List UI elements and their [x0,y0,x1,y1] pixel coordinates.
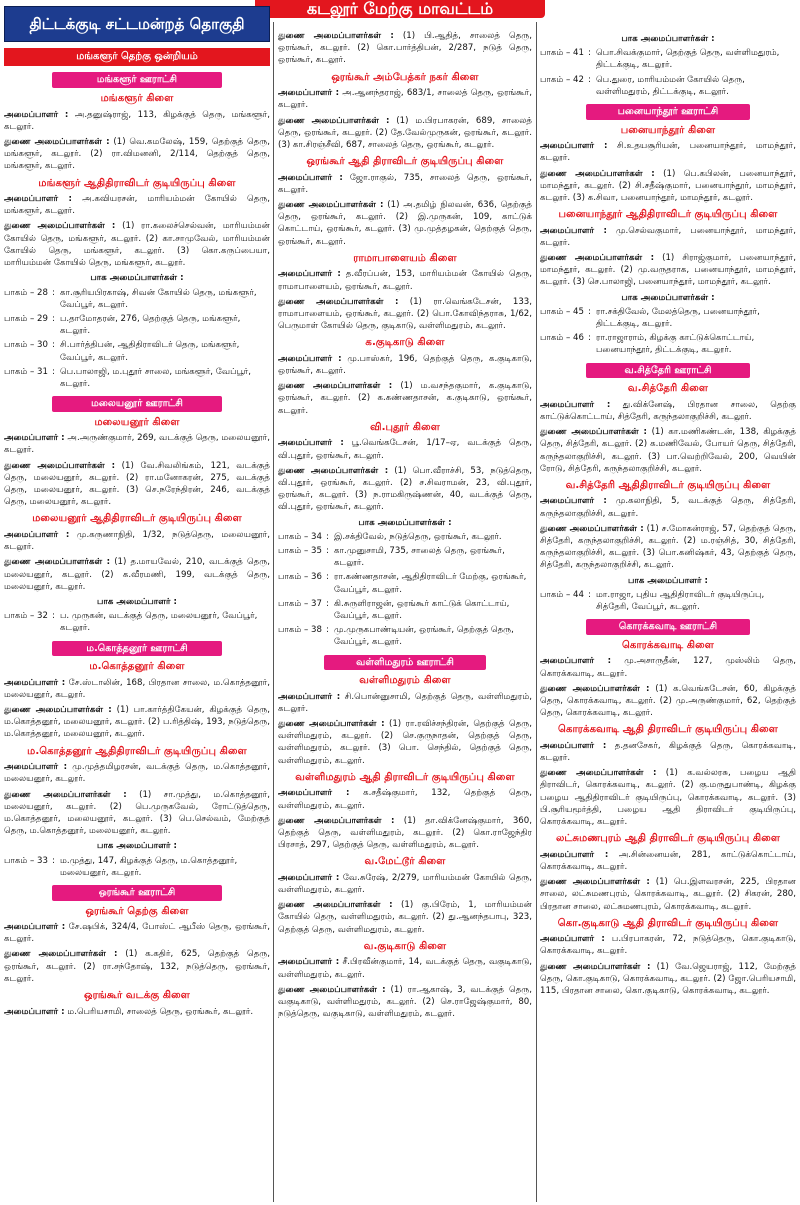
branch-heading: மங்களூர் ஆதிதிராவிடர் குடியிருப்பு கிளை [38,177,236,189]
booth-number: பாகம் – 38 [278,625,322,636]
role-label: அமைப்பாளர் : [540,740,607,751]
role-label: அமைப்பாளர் : [540,934,605,945]
role-label: துணை அமைப்பாளர்கள் : [540,961,651,972]
organiser-entry [4,761,270,785]
branch-heading: வ.குடிகாடு கிளை [363,940,447,952]
booth-entry [540,74,796,98]
column-1 [4,0,270,1205]
role-label: அமைப்பாளர் : [4,762,68,773]
booth-organisers-title: பாக அமைப்பாளர் : [97,596,177,607]
organiser-details: (1) ம.வசந்தகுமார், க.குடிகாடு, ஒரங்கூர், கடலூர். (2) க.கண்ணதாசன், க.குடிகாடு, ஒரங்கூர், கடலூர். [278,381,532,416]
role-label: துணை அமைப்பாளர்கள் : [540,253,655,264]
role-label: அமைப்பாளர் : [4,922,66,933]
organiser-entry [278,718,532,767]
branch-heading: பனையாந்தூர் ஆதிதிராவிடர் குடியிருப்பு கிளை [558,209,778,221]
booth-organiser: கா.முனுசாமி, 735, சாலைத் தெரு, ஒரங்கூர், கடலூர். [334,545,505,569]
booth-number: பாகம் – 42 [540,74,584,85]
booth-number: பாகம் – 45 [540,306,584,317]
booth-number: பாகம் – 34 [278,531,322,542]
role-label: அமைப்பாளர் : [278,788,350,799]
organiser-details: சீ.பிரவீன்குமார், 14, வடக்குத் தெரு, வகுடிகாடு, வள்ளிமதுரம், கடலூர். [278,957,532,980]
organiser-entry [4,109,270,133]
organiser-entry [4,556,270,593]
organiser-entry [278,465,532,514]
booth-organiser: மு.முருகபாண்டியன், ஒரங்கூர், தெற்குத் தெரு, வேப்பூர், கடலூர். [334,625,514,648]
separator-colon: : [52,340,55,351]
branch-heading: ஒரங்கூர் ஆதி திராவிடர் குடியிருப்பு கிளை [306,156,504,168]
role-label: அமைப்பாளர் : [540,849,609,860]
role-label: அமைப்பாளர் : [278,269,341,280]
role-label: துணை அமைப்பாளர்கள் : [278,296,399,307]
organiser-details: மு.கருணாநிதி, 1/32, நடுத்தெரு, மலையனூர், கடலூர். [4,529,270,553]
role-label: துணை அமைப்பாளர்கள் : [4,557,111,568]
organiser-details: (1) சிராஜ்குமார், பனையாந்தூர், மாமந்தூர், கடலூர். (2) மு.வருதராக, பனையாந்தூர், மாமந்தூர், கடலூர். (3) செ.பாலாஜி, பனையாந்தூர், மாமந்தூர், கடலூர். [540,253,796,288]
booth-entry [4,855,270,879]
booth-organisers-title: பாக அமைப்பாளர்கள் : [90,273,184,284]
booth-organiser: பொ.சிவக்குமார், தெற்குத் தெரு, வள்ளிமதுரம், திட்டக்குடி, கடலூர். [596,48,780,71]
organiser-details: சி.உதயசூரியன், பனையாந்தூர், மாமந்தூர், கடலூர். [540,141,796,164]
column-3-content [540,33,796,997]
branch-heading: வ.மேட்டூர் கிளை [364,856,446,868]
role-label: அமைப்பாளர் : [4,194,72,205]
branch-heading: ஒரங்கூர் தெற்கு கிளை [85,905,189,917]
booth-number: பாகம் – 44 [540,589,584,600]
role-label: அமைப்பாளர் : [278,172,343,183]
branch-heading: வ.சித்தேரி ஆதிதிராவிடர் குடியிருப்பு கிளை [565,479,771,491]
organiser-entry [540,961,796,998]
role-label: துணை அமைப்பாளர்கள் : [540,877,650,888]
organiser-details: (1) ரா.கலைச்செல்வன், மாரியம்மன் கோயில் தெரு, மங்களூர், கடலூர். (2) கா.சாமுவேல், மாரியம்மன் கோயில் தெரு, மங்களூர், கடலூர். (3) கொ.கருப்பையா, மாரியம்மன் கோயில் தெரு, மங்களூர், கடலூர். [4,221,270,269]
role-label: துணை அமைப்பாளர்கள் : [278,465,389,476]
role-label: அமைப்பாளர் : [540,141,608,152]
organiser-entry [540,225,796,249]
organiser-entry [278,956,532,980]
booth-number: பாகம் – 29 [4,313,48,324]
role-label: அமைப்பாளர் : [278,88,340,99]
booth-number: பாகம் – 37 [278,598,322,609]
panchayat-heading: கொரக்கவாடி ஊராட்சி [586,619,750,635]
organiser-details: (1) பெ.இளவரசன், 225, பிரதான சாலை, லட்சுமணபுரம், கொரக்கவாடி, கடலூர். (2) சிகரன், 280, பிரதான சாலை, லட்சுமணபுரம், கொரக்கவாடி, கடலூர். [540,877,796,912]
booth-number: பாகம் – 46 [540,333,584,344]
organiser-details: சி.பொன்னுசாமி, தெற்குத் தெரு, வள்ளிமதுரம், கடலூர். [278,691,532,714]
booth-organiser: சி.பார்த்திபன், ஆதிதிராவிடர் தெரு, மங்களூர், வேப்பூர், கடலூர். [60,340,240,363]
role-label: துணை அமைப்பாளர்கள் : [4,136,110,147]
separator-colon: : [326,572,329,583]
organiser-entry [278,984,532,1021]
booth-entry [4,339,270,363]
booth-number: பாகம் – 41 [540,48,584,59]
role-label: அமைப்பாளர் : [4,1006,65,1017]
organiser-entry [4,677,270,701]
organiser-entry [4,789,270,838]
role-label: அமைப்பாளர் : [4,677,66,688]
separator-colon: : [52,611,55,622]
branch-heading: வி.புதூர் கிளை [370,421,440,433]
organiser-details: (1) சா.முத்து, ம.கொத்தனூர், மலையனூர், கடலூர். (2) பெ.முருகவேல், ரோட்டுத்தெரு, ம.கொத்தனூர், மலையனூர், கடலூர். (3) பெ.செல்வம், மேற்குத் தெரு, ம.கொத்தனூர், மலையனூர், கடலூர். [4,789,270,837]
organiser-details: (1) க.வல்லரசு, பழைய ஆதி திராவிடர், கொரக்கவாடி, கடலூர். (2) கு.மருதுபாண்டி, கிழக்கு பழைய ஆதிதிராவிடர் குடியிருப்பு, கொரக்கவாடி, கடலூர். (3) பி.சூரியமூர்த்தி, பழைய ஆதி திராவிடர் குடியிருப்பு, கொரக்கவாடி, கடலூர். [540,768,796,828]
role-label: துணை அமைப்பாளர்கள் : [4,789,127,800]
separator-colon: : [52,366,55,377]
role-label: துணை அமைப்பாளர்கள் : [278,381,393,392]
organiser-entry [4,921,270,945]
organiser-details: சே.ஸ்டாலின், 168, பிரதான சாலை, ம.கொத்தனூர், மலையனூர், கடலூர். [4,677,270,700]
booth-organiser: ப.தாமோதரன், 276, தெற்குத் தெரு, மங்களூர், கடலூர். [60,313,241,337]
role-label: துணை அமைப்பாளர்கள் : [278,815,395,826]
separator-colon: : [326,531,329,542]
booth-entry [278,545,532,569]
organiser-entry [540,168,796,205]
organiser-details: (1) பி.ஆதித், சாலைத் தெரு, ஒரங்கூர், கடலூர். (2) கொ.பார்த்திபன், 2/287, நடுத் தெரு, ஒரங்கூர், கடலூர். [278,31,532,66]
separator-colon: : [52,287,55,298]
role-label: துணை அமைப்பாளர்கள் : [278,115,390,126]
organiser-details: (1) த.மாயவேல், 210, வடக்குத் தெரு, மலையனூர், கடலூர். (2) க.வீரமணி, 199, வடக்குத் தெரு, மலையனூர், கடலூர். [4,557,270,592]
organiser-details: (1) ம.பிரபாகரன், 689, சாலைத் தெரு, ஒரங்கூர், கடலூர். (2) தே.வேல்முருகன், ஒரங்கூர், கடலூர். (3) கா.சிரஞ்சீவி, 687, சாலைத் தெரு, ஒரங்கூர், கடலூர். [278,115,532,150]
role-label: துணை அமைப்பாளர்கள் : [540,168,655,179]
booth-organiser: கி.சுருளிராஜன், ஒரங்கூர் காட்டுக் கொட்டாய், வேப்பூர், கடலூர். [334,598,510,621]
role-label: அமைப்பாளர் : [278,691,341,702]
role-label: துணை அமைப்பாளர்கள் : [278,984,386,995]
organiser-entry [278,87,532,111]
role-label: துணை அமைப்பாளர்கள் : [4,705,112,716]
panchayat-heading: ம.கொத்தனூர் ஊராட்சி [52,641,222,657]
organiser-entry [540,252,796,289]
branch-heading: மங்களூர் கிளை [100,93,174,105]
organiser-entry [540,849,796,873]
role-label: துணை அமைப்பாளர்கள் : [4,221,116,232]
panchayat-heading: மலையனூர் ஊராட்சி [52,396,222,412]
separator-colon: : [588,48,591,59]
separator-colon: : [588,306,591,317]
branch-heading: கொ.குடிகாடு ஆதி திராவிடர் குடியிருப்பு கிளை [557,917,779,929]
role-label: அமைப்பாளர் : [4,529,70,540]
organiser-entry [278,899,532,936]
organiser-entry [278,268,532,292]
organiser-details: (1) வே.சிவலிங்கம், 121, வடக்குத் தெரு, மலையனூர், கடலூர். (2) ரா.மனோகரன், 275, வடக்குத் தெரு, மலையனூர், கடலூர். (3) செ.நரேந்திரன், 246, வடக்குத் தெரு, மலையனூர், கடலூர். [4,460,270,508]
organiser-details: த.வீரப்பன், 153, மாரியம்மன் கோயில் தெரு, ராமாபாளையம், ஒரங்கூர், கடலூர். [278,269,532,292]
organiser-entry [540,426,796,475]
booth-organisers-title: பாக அமைப்பாளர்கள் : [621,34,715,44]
organiser-entry [540,767,796,828]
separator-colon: : [52,855,55,866]
role-label: அமைப்பாளர் : [278,438,344,449]
branch-heading: வள்ளிமதுரம் ஆதி திராவிடர் குடியிருப்பு கிளை [295,771,515,783]
panchayat-heading: ஒரங்கூர் ஊராட்சி [52,885,222,901]
booth-number: பாகம் – 32 [4,611,48,622]
organiser-details: (1) வே.ஜெயராஜ், 112, மேற்குத் தெரு, கொ.குடிகாடு, கொரக்கவாடி, கடலூர். (2) ஜோ.பெரியசாமி, 115, பிரதான சாலை, கொ.குடிகாடு, கொரக்கவாடி, கடலூர். [540,961,796,997]
branch-heading: ராமாபாளையம் கிளை [353,252,457,264]
organiser-entry [4,460,270,509]
booth-entry [278,624,532,648]
organiser-entry [540,876,796,913]
organiser-entry [540,399,796,423]
organiser-entry [540,655,796,679]
organiser-entry [4,704,270,741]
branch-heading: க.குடிகாடு கிளை [365,337,445,349]
booth-entry [278,571,532,595]
organiser-details: (1) ரா.ரவிச்சந்திரன், தெற்குத் தெரு, வள்ளிமதுரம், கடலூர். (2) செ.குருநாதன், தெற்குத் தெரு, வள்ளிமதுரம், கடலூர். (3) பொ. செந்தில், தெற்குத் தெரு, வள்ளிமதுரம், கடலூர். [278,719,532,766]
column-divider [536,22,537,1202]
union-header: மங்களூர் தெற்கு ஒன்றியம் [4,48,270,66]
role-label: துணை அமைப்பாளர்கள் : [4,460,116,471]
organiser-details: வே.சுரேஷ், 2/279, மாரியம்மன் கோயில் தெரு, வள்ளிமதுரம், கடலூர். [278,872,532,896]
booth-number: பாகம் – 30 [4,340,48,351]
organiser-details: (1) அ.தமிழ் நிலவன், 636, தெற்குத் தெரு, ஒரங்கூர், கடலூர். (2) இ.முருகன், 109, காட்டுக் கொட்டாய், ஒரங்கூர், கடலூர். (3) மு.முத்தழகன், தெற்குத் தெரு, ஒரங்கூர், கடலூர். [278,200,532,247]
branch-heading: கொரக்கவாடி கிளை [622,639,714,651]
booth-organisers-title: பாக அமைப்பாளர் : [628,575,708,586]
role-label: அமைப்பாளர் : [540,399,611,410]
organiser-details: (1) ரா.வெங்கடேசன், 133, ராமாபாளையம், ஒரங்கூர், கடலூர். (2) பொ.கோவிந்தராசு, 1/62, பெருமாள் கோயில் தெரு, குடிகாடு, வள்ளிமதுரம், கடலூர். [278,296,532,332]
booth-number: பாகம் – 36 [278,572,322,583]
booth-entry [540,47,796,71]
booth-entry [4,366,270,390]
organiser-details: (1) பெ.கபிலன், பனையாந்தூர், மாமந்தூர், கடலூர். (2) சி.சதீஷ்குமார், பனையாந்தூர், மாமந்தூர், கடலூர். (3) க.சிவா, பனையாந்தூர், மாமந்தூர், கடலூர். [540,168,796,203]
column-3 [540,30,796,1205]
role-label: துணை அமைப்பாளர்கள் : [278,719,385,730]
role-label: அமைப்பாளர் : [4,109,69,120]
booth-entry [540,306,796,330]
separator-colon: : [326,598,329,609]
panchayat-heading: மங்களூர் ஊராட்சி [52,72,222,88]
organiser-details: (1) வெ.கமலேஷ், 159, தெற்குத் தெரு, மங்களூர், கடலூர். (2) ரா.விமனனி, 2/114, தெற்குத் தெரு, மங்களூர், கடலூர். [4,136,270,172]
role-label: துணை அமைப்பாளர்கள் : [540,523,644,534]
booth-organiser: ப. முருகன், வடக்குத் தெரு, மலையனூர், வேப்பூர், கடலூர். [60,611,258,634]
branch-heading: மலையனூர் ஆதிதிராவிடர் குடியிருப்பு கிளை [32,513,242,525]
role-label: அமைப்பாளர் : [540,656,612,667]
organiser-details: மு.பாஸ்கர், 196, தெற்குத் தெரு, க.குடிகாடு, ஒரங்கூர், கடலூர். [278,353,532,376]
organiser-details: (1) க.கதிர், 625, தெற்குத் தெரு, ஒரங்கூர், கடலூர். (2) ரா.சந்தோஷ், 132, நடுத்தெரு, ஒரங்கூர், கடலூர். [4,949,270,984]
organiser-entry [278,787,532,811]
panchayat-heading: வள்ளிமதுரம் ஊராட்சி [324,655,487,671]
constituency-header: திட்டக்குடி சட்டமன்றத் தொகுதி [4,6,270,42]
separator-colon: : [588,589,591,600]
organiser-entry [540,495,796,519]
organiser-entry [540,523,796,572]
organiser-details: (1) க.வெங்கடேசன், 60, கிழக்குத் தெரு, கொரக்கவாடி, கடலூர். (2) மு.அருண்குமார், 62, தெற்குத் தெரு, கொரக்கவாடி, கடலூர். [540,683,796,719]
branch-heading: வ.சித்தேரி கிளை [627,383,709,395]
booth-entry [278,598,532,622]
role-label: அமைப்பாளர் : [278,957,340,968]
role-label: துணை அமைப்பாளர்கள் : [278,900,393,911]
role-label: துணை அமைப்பாளர்கள் : [278,31,394,41]
branch-heading: கொரக்கவாடி ஆதி திராவிடர் குடியிருப்பு கிளை [558,724,778,736]
organiser-details: (1) கு.பிரேம், 1, மாரியம்மன் கோயில் தெரு, வள்ளிமதுரம், கடலூர். (2) து.ஆனந்தபாபு, 323, தெற்குத் தெரு, வள்ளிமதுரம், கடலூர். [278,900,532,935]
organiser-entry [278,296,532,333]
booth-organiser: மா.ராஜா, புதிய ஆதிதிராவிடர் குடியிருப்பு, சித்தேரி, வேப்பூர், கடலூர். [596,589,765,613]
organiser-entry [540,933,796,957]
organiser-details: (1) பொ.வீராச்சி, 53, நடுத்தெரு, வி.புதூர், ஒரங்கூர், கடலூர். (2) ச.சிவராமன், 23, வி.புதூர், ஒரங்கூர், கடலூர். (3) ந.ராமகிருஷ்ணன், 40, வடக்குத் தெரு, வி.புதூர், ஒரங்கூர், கடலூர். [278,465,532,513]
booth-organisers-title: பாக அமைப்பாளர்கள் : [621,292,715,303]
organiser-details: மு.கலாநிதி, 5, வடக்குத் தெரு, சித்தேரி, கருந்தலாகுறிச்சி, கடலூர். [540,496,796,519]
role-label: துணை அமைப்பாளர்கள் : [278,200,384,210]
booth-entry [540,589,796,613]
organiser-entry [4,432,270,456]
organiser-details: அ.கவியரசன், மாரியம்மன் கோயில் தெரு, மங்களூர், கடலூர். [4,194,270,217]
column-2 [278,30,532,1205]
panchayat-heading: பனையாந்தூர் ஊராட்சி [586,104,750,120]
organiser-entry [278,815,532,852]
role-label: துணை அமைப்பாளர்கள் : [540,683,650,694]
booth-number: பாகம் – 31 [4,366,48,377]
booth-number: பாகம் – 28 [4,287,48,298]
role-label: அமைப்பாளர் : [540,496,607,507]
booth-organiser: இ.சக்திவேல், நடுத்தெரு, ஒரங்கூர், கடலூர். [334,531,502,542]
organiser-details: ஜோ.ராகுல், 735, சாலைத் தெரு, ஒரங்கூர், கடலூர். [278,172,532,195]
organiser-entry [540,140,796,164]
role-label: துணை அமைப்பாளர்கள் : [540,768,657,779]
organiser-entry [278,380,532,417]
booth-entry [4,287,270,311]
organiser-details: ம.பெரியசாமி, சாலைத் தெரு, ஒரங்கூர், கடலூர். [64,1006,254,1017]
organiser-details: த.தனசேகர், கிழக்குத் தெரு, கொரக்கவாடி, கடலூர். [540,740,796,764]
role-label: அமைப்பாளர் : [278,353,342,364]
district-banner: கடலூர் மேற்கு மாவட்டம் [255,0,545,18]
booth-organiser: கா.சூரியபிரகாஷ், சிவன் கோயில் தெரு, மங்களூர், வேப்பூர், கடலூர். [60,287,257,310]
organiser-details: க.சதீஷ்குமார், 132, தெற்குத் தெரு, வள்ளிமதுரம், கடலூர். [278,788,532,811]
organiser-entry [4,136,270,173]
role-label: அமைப்பாளர் : [540,225,607,236]
organiser-entry [4,1006,270,1018]
booth-entry [540,332,796,356]
organiser-entry [4,948,270,985]
organiser-details: பூ.வெங்கடேசன், 1/17–ஏ, வடக்குத் தெரு, வி.புதூர், ஒரங்கூர், கடலூர். [278,438,532,461]
booth-organiser: ரா.கண்ணதாசன், ஆதிதிராவிடர் மேற்கு, ஒரங்கூர், வேப்பூர், கடலூர். [334,572,527,595]
organiser-details: (1) கா.மணிகண்டன், 138, கிழக்குத் தெரு, சித்தேரி, கடலூர். (2) க.மணிவேல், போயர் தெரு, சித்தேரி, கருந்தலாகுறிச்சி, கடலூர். (3) பா.வெற்றிவேல், 200, வெயின் ரோடு, சித்தேரி, கருந்தலாகுறிச்சி, கடலூர். [540,427,796,474]
separator-colon: : [326,625,329,636]
organiser-entry [540,740,796,764]
role-label: அமைப்பாளர் : [4,433,65,444]
column-1-content [4,72,270,1017]
branch-heading: மலையனூர் கிளை [94,416,180,428]
branch-heading: லட்சுமணபுரம் ஆதி திராவிடர் குடியிருப்பு கிளை [555,833,781,845]
branch-heading: வள்ளிமதுரம் கிளை [359,675,451,687]
organiser-entry [278,691,532,715]
booth-organisers-title: பாக அமைப்பாளர் : [97,841,177,852]
organiser-details: (1) ரா.ஆகாஷ், 3, வடக்குத் தெரு, வகுடிகாடு, வள்ளிமதுரம், கடலூர். (2) செ.ராஜேஷ்குமார், 80, நடுத்தெரு, வகுடிகாடு, வள்ளிமதுரம், கடலூர். [278,984,532,1020]
branch-heading: ஒரங்கூர் வடக்கு கிளை [84,990,190,1002]
panchayat-heading: வ.சித்தேரி ஊராட்சி [586,363,750,379]
organiser-details: மு.முத்தமிழரசன், வடக்குத் தெரு, ம.கொத்தனூர், மலையனூர், கடலூர். [4,762,270,785]
organiser-entry [278,30,532,67]
booth-organiser: ரா.சக்திவேல், மேலத்தெரு, பனையாந்தூர், திட்டக்குடி, கடலூர். [596,306,760,330]
booth-number: பாகம் – 35 [278,545,322,556]
branch-heading: ஒரங்கூர் அம்பேத்கர் நகர் கிளை [331,71,479,83]
organiser-details: அ.ஆனந்தராஜ், 683/1, சாலைத் தெரு, ஒரங்கூர், கடலூர். [278,88,532,111]
role-label: அமைப்பாளர் : [278,872,340,883]
organiser-details: அ.சின்னையன், 281, காட்டுக்கொட்டாய், கொரக்கவாடி, கடலூர். [540,849,796,872]
column-divider [273,22,274,1202]
organiser-entry [278,172,532,196]
organiser-details: து.விக்னேஷ், பிரதான சாலை, தெற்கு காட்டுக்கொட்டாய், சித்தேரி, கருந்தலாகுறிச்சி, கடலூர். [540,399,796,422]
booth-organiser: ம.முத்து, 147, கிழக்குத் தெரு, ம.கொத்தனூர், மலையனூர், கடலூர். [60,855,238,878]
organiser-entry [4,529,270,553]
separator-colon: : [588,333,591,344]
organiser-entry [278,115,532,152]
booth-entry [4,610,270,634]
booth-number: பாகம் – 33 [4,855,48,866]
organiser-details: அ.தனுஷ்ராஜ், 113, கிழக்குத் தெரு, மங்களூர், கடலூர். [4,109,270,132]
organiser-entry [4,220,270,269]
booth-entry [278,531,532,543]
organiser-entry [540,683,796,720]
separator-colon: : [326,545,329,556]
organiser-details: ப.பிரபாகரன், 72, நடுத்தெரு, கொ.குடிகாடு, கொரக்கவாடி, கடலூர். [540,934,796,957]
organiser-details: மு.அசாருதீன், 127, முஸ்லிம் தெரு, கொரக்கவாடி, கடலூர். [540,656,796,679]
booth-organiser: ரா.ராஜாராம், கிழக்கு காட்டுக்கொட்டாய், பனையாந்தூர், திட்டக்குடி, கடலூர். [596,333,755,356]
organiser-entry [278,353,532,377]
separator-colon: : [52,313,55,324]
organiser-details: மு.செல்வகுமார், பனையாந்தூர், மாமந்தூர், கடலூர். [540,225,796,248]
organiser-entry [278,199,532,248]
organiser-entry [278,437,532,461]
organiser-entry [4,193,270,217]
organiser-entry [278,872,532,896]
organiser-details: சே.ஷபிக், 324/4, போஸ்ட் ஆபீஸ் தெரு, ஒரங்கூர், கடலூர். [4,922,270,945]
organiser-details: அ.அருண்குமார், 269, வடக்குத் தெரு, மலையனூர், கடலூர். [4,433,270,456]
separator-colon: : [588,74,591,85]
branch-heading: ம.கொத்தனூர் கிளை [89,661,185,673]
booth-organiser: பெ.துரை, மாரியம்மன் கோயில் தெரு, வள்ளிமதுரம், திட்டக்குடி, கடலூர். [596,74,745,97]
organiser-details: (1) தா.விக்னேஷ்குமார், 360, தெற்குத் தெரு, வள்ளிமதுரம், கடலூர். (2) கொ.ராஜேந்திர பிரசாத், 297, தெற்குத் தெரு, வள்ளிமதுரம், கடலூர். [278,815,532,851]
column-2-content [278,30,532,1020]
branch-heading: பனையாந்தூர் கிளை [620,124,716,136]
organiser-details: (1) ச.மோகன்ராஜ், 57, தெற்குத் தெரு, சித்தேரி, கருந்தலாகுறிச்சி, கடலூர். (2) ம.ரஞ்சித், 30, சித்தேரி, கருந்தலாகுறிச்சி, கடலூர். (3) பொ.கனிஷ்கர், 43, தெற்குத் தெரு, சித்தேரி, கருந்தலாகுறிச்சி, கடலூர். [540,523,796,571]
branch-heading: ம.கொத்தனூர் ஆதிதிராவிடர் குடியிருப்பு கிளை [27,745,247,757]
role-label: துணை அமைப்பாளர்கள் : [540,427,647,438]
role-label: துணை அமைப்பாளர்கள் : [4,949,118,960]
booth-entry [4,313,270,337]
booth-organiser: பெ.பாலாஜி, ம.புதூர் சாலை, மங்களூர், வேப்பூர், கடலூர். [60,366,251,389]
booth-organisers-title: பாக அமைப்பாளர்கள் : [358,517,452,528]
organiser-details: (1) பா.கார்த்திகேயன், கிழக்குத் தெரு, ம.கொத்தனூர், மலையனூர், கடலூர். (2) ப.ரித்திஷ், 193, நடுத்தெரு, ம.கொத்தனூர், மலையனூர், கடலூர். [4,705,270,740]
